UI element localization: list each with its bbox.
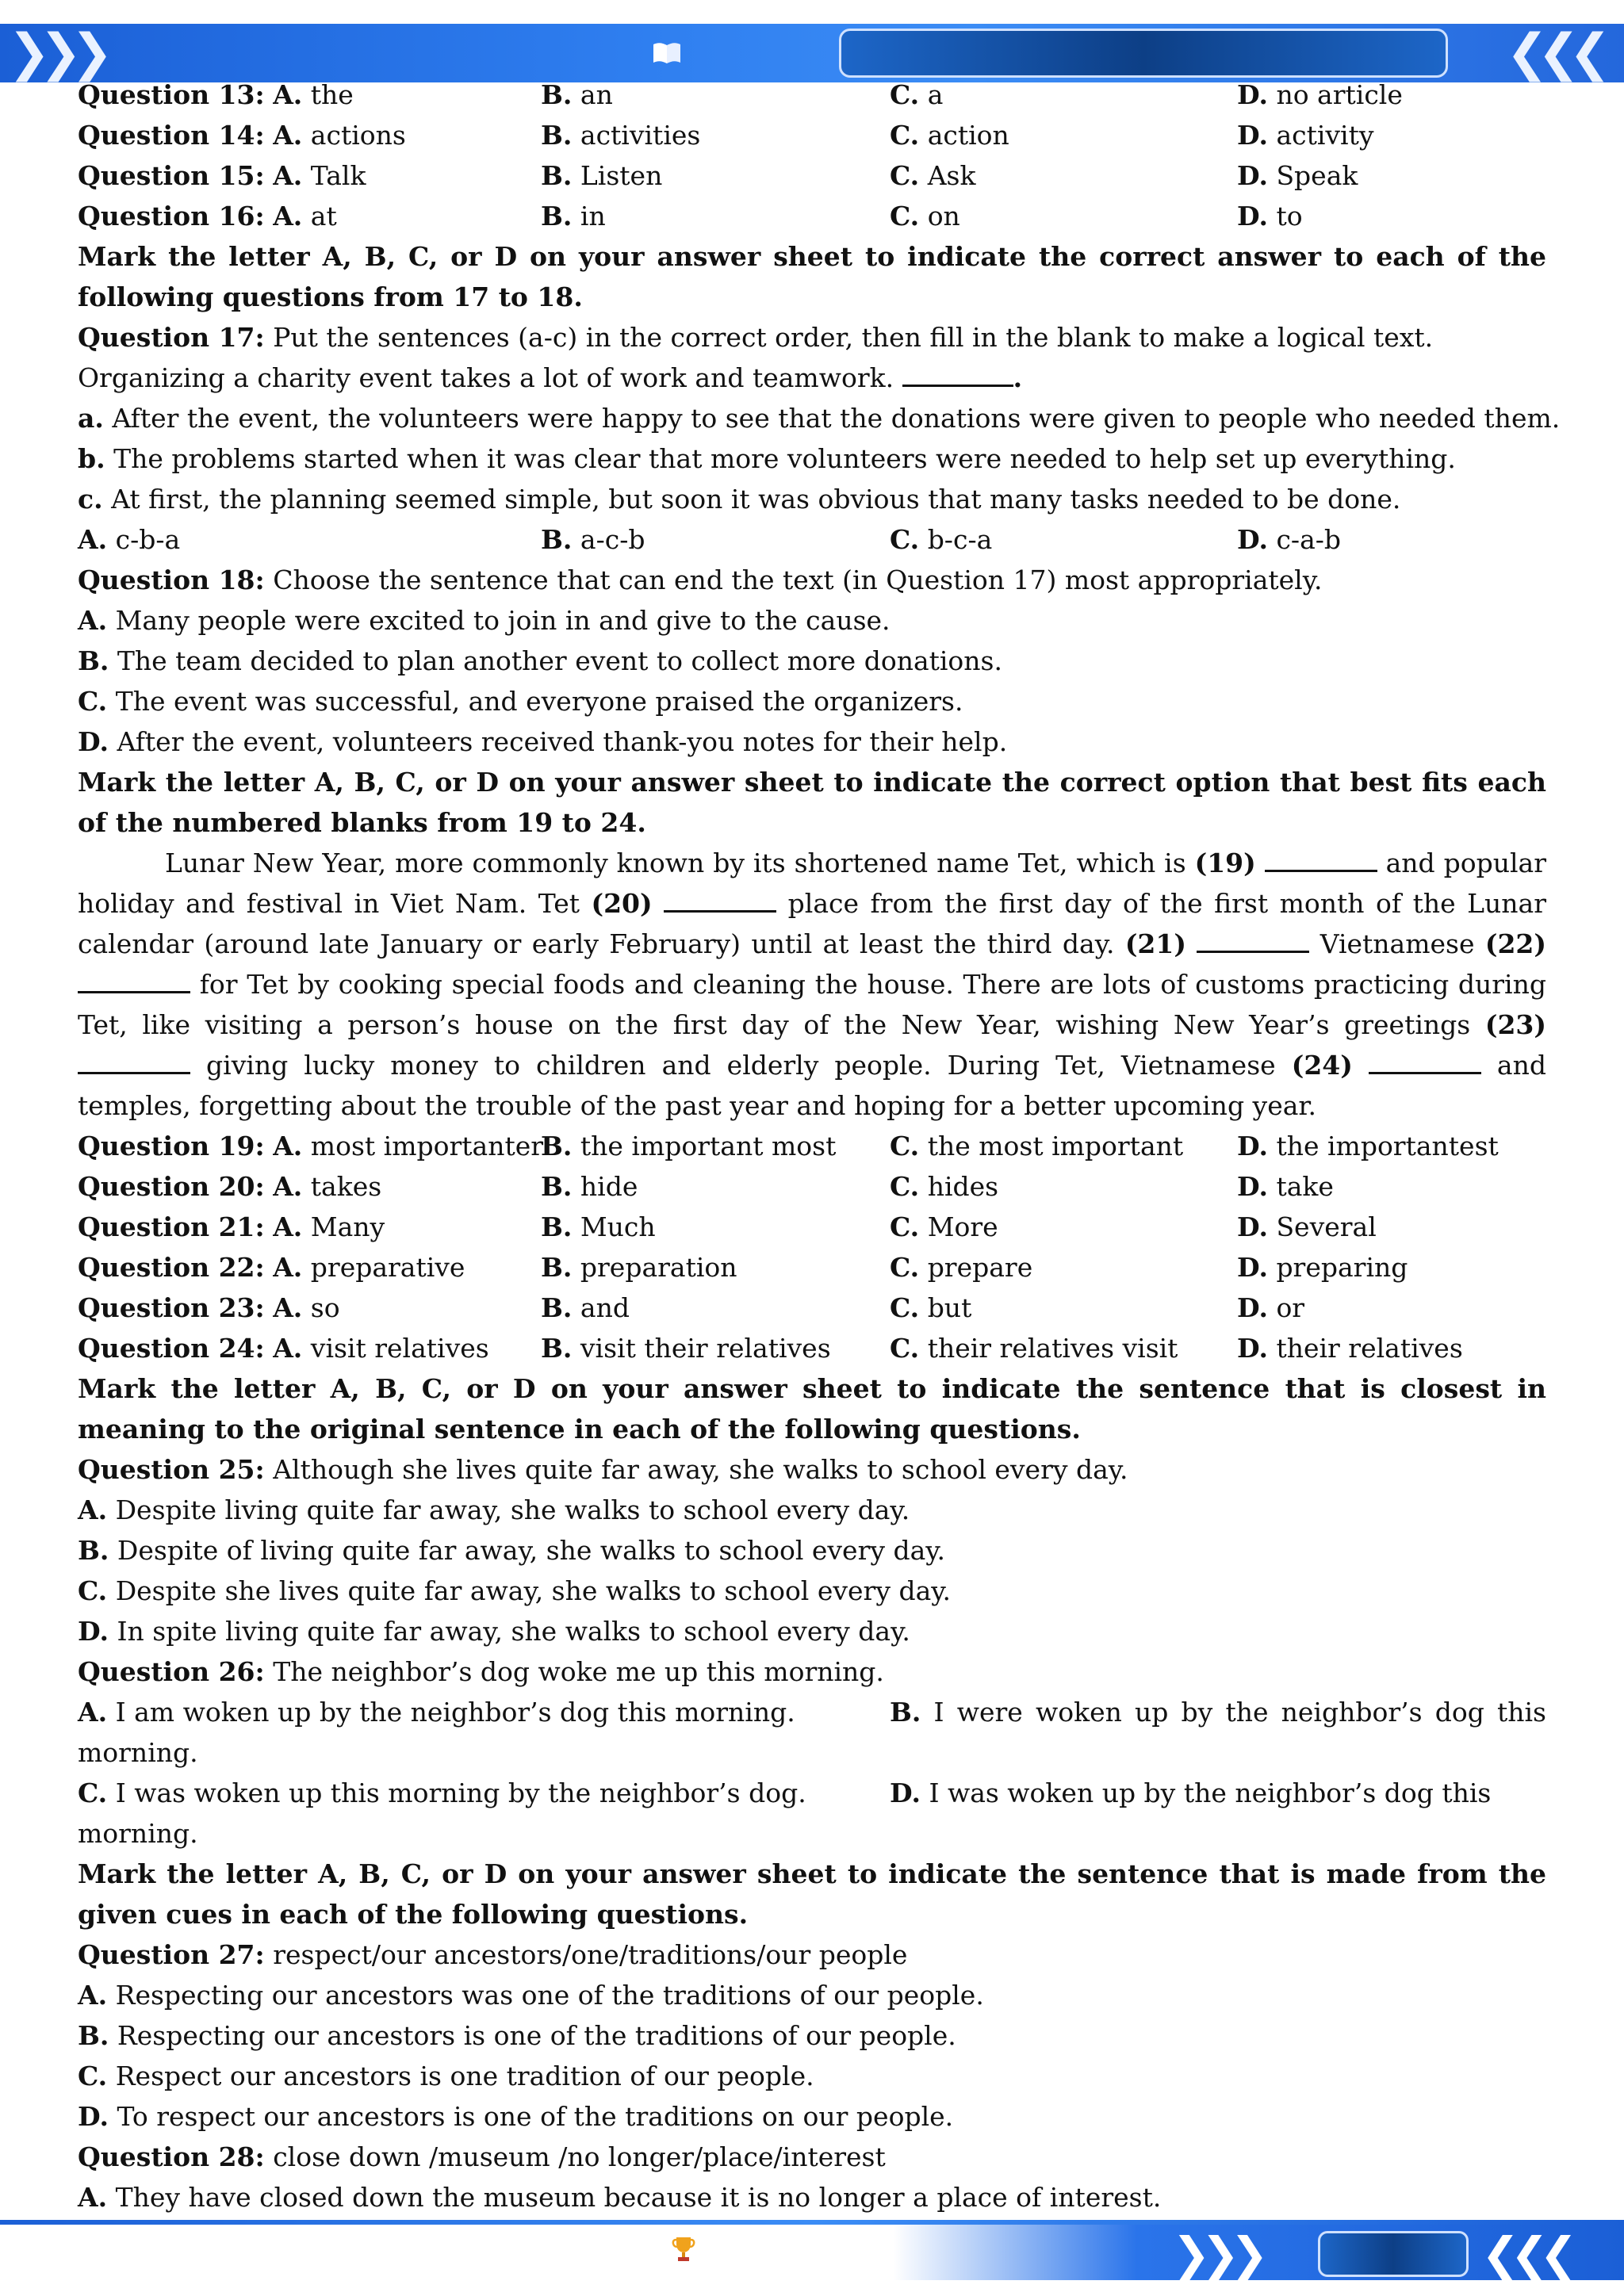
question-20: Question 20: A. takes B. hide C. hides D. take: [78, 1171, 1334, 1202]
blank-23: [78, 1048, 190, 1074]
question-14: Question 14: A. actions B. activities C. action D. activity: [78, 120, 1374, 151]
option-c: C. Respect our ancestors is one tradition of our people.: [78, 2061, 814, 2091]
question-27-prompt: Question 27: respect/our ancestors/one/traditions/our people: [78, 1939, 908, 1970]
question-18-prompt: Question 18: Choose the sentence that can end the text (in Question 17) most appropriately.: [78, 564, 1323, 595]
sentence-c: c. At first, the planning seemed simple, but soon it was obvious that many tasks needed to be done.: [78, 484, 1401, 515]
footer-box: [1318, 2231, 1469, 2277]
question-23: Question 23: A. so B. and C. but D. or: [78, 1292, 1305, 1323]
trophy-icon: [672, 2236, 695, 2263]
option-b: B. The team decided to plan another event to collect more donations.: [78, 645, 1002, 676]
option-a: A. Respecting our ancestors was one of the traditions of our people.: [78, 1980, 984, 2011]
option-d: D. In spite living quite far away, she walks to school every day.: [78, 1616, 910, 1647]
blank-21: [1197, 927, 1309, 953]
footer-line: [0, 2220, 1624, 2225]
question-17-prompt: Question 17: Put the sentences (a-c) in the correct order, then fill in the blank to make a logical text.: [78, 322, 1434, 353]
question-26-b-continued: morning.: [78, 1737, 198, 1768]
option-a: A. Many people were excited to join in and give to the cause.: [78, 605, 891, 636]
question-17-lead: Organizing a charity event takes a lot of work and teamwork. .: [78, 362, 1023, 393]
blank-19: [1265, 846, 1377, 872]
question-28-prompt: Question 28: close down /museum /no longer/place/interest: [78, 2141, 886, 2172]
question-22: Question 22: A. preparative B. preparation C. prepare D. preparing: [78, 1252, 1408, 1283]
question-17-options: A. c-b-a B. a-c-b C. b-c-a D. c-a-b: [78, 524, 1342, 555]
answer-blank: [902, 361, 1013, 387]
cloze-passage: Lunar New Year, more commonly known by its shortened name Tet, which is (19) and popular holiday and festival in Viet Nam. Tet (20) place from the first day of the first month of the Lunar calendar (around late January or early February) until at least the third day. (21) Vietnamese (22) for Tet by cooking special foods and cleaning the house. There are lots of customs practicing during Tet, like visiting a person’s house on the first day of the New Year, wishing New Year’s greetings (23) giving lucky money to children and elderly people. During Tet, Vietnamese (24) and temples, forgetting about the trouble of the past year and hoping for a better upcoming year.: [78, 848, 1547, 1121]
page-header: [0, 24, 1624, 82]
sentence-a: a. After the event, the volunteers were happy to see that the donations were given to people who needed them.: [78, 403, 1561, 434]
instruction-19-24: Mark the letter A, B, C, or D on your answer sheet to indicate the correct option that best fits each of the numbered blanks from 19 to 24.: [78, 767, 1546, 838]
option-c: C. Despite she lives quite far away, she walks to school every day.: [78, 1575, 952, 1606]
chevrons-left-icon: ❮❮❮: [1506, 24, 1600, 82]
question-16: Question 16: A. at B. in C. on D. to: [78, 201, 1303, 232]
question-13: Question 13: A. the B. an C. a D. no article: [78, 79, 1403, 110]
blank-20: [664, 886, 776, 913]
question-15: Question 15: A. Talk B. Listen C. Ask D. Speak: [78, 160, 1358, 191]
question-26-d-continued: morning.: [78, 1818, 198, 1849]
sentence-b: b. The problems started when it was clear that more volunteers were needed to help set up everything.: [78, 443, 1456, 474]
question-26-row-ab: A. I am woken up by the neighbor’s dog this morning. B. I were woken up by the neighbor’s dog this: [78, 1697, 1546, 1728]
chevrons-left-icon: ❮❮❮: [1481, 2227, 1568, 2281]
option-b: B. Respecting our ancestors is one of the traditions of our people.: [78, 2020, 956, 2051]
option-b: B. Despite of living quite far away, she walks to school every day.: [78, 1535, 946, 1566]
question-21: Question 21: A. Many B. Much C. More D. Several: [78, 1211, 1377, 1242]
header-title-box: [839, 29, 1448, 78]
question-label: Question 13:: [78, 79, 265, 110]
question-25-prompt: Question 25: Although she lives quite far away, she walks to school every day.: [78, 1454, 1128, 1485]
question-19: Question 19: A. most importanter B. the important most C. the most important D. the importantest: [78, 1131, 1499, 1161]
question-26-prompt: Question 26: The neighbor’s dog woke me up this morning.: [78, 1656, 884, 1687]
option-d: D. To respect our ancestors is one of the traditions on our people.: [78, 2101, 954, 2132]
instruction-27-28: Mark the letter A, B, C, or D on your answer sheet to indicate the sentence that is made from the given cues in each of the following questions.: [78, 1858, 1546, 1930]
chevrons-right-icon: ❯❯❯: [1172, 2227, 1259, 2281]
blank-22: [78, 967, 190, 993]
worksheet-content: [78, 75, 1561, 2218]
book-icon: [652, 41, 682, 65]
instruction-17-18: Mark the letter A, B, C, or D on your answer sheet to indicate the correct answer to each of the following questions from 17 to 18.: [78, 241, 1546, 312]
option-a: A. They have closed down the museum because it is no longer a place of interest.: [78, 2182, 1162, 2213]
option-c: C. The event was successful, and everyone praised the organizers.: [78, 686, 963, 717]
option-a: A. Despite living quite far away, she walks to school every day.: [78, 1494, 910, 1525]
option-d: D. After the event, volunteers received thank-you notes for their help.: [78, 726, 1008, 757]
chevrons-right-icon: ❯❯❯: [8, 24, 102, 82]
instruction-25-26: Mark the letter A, B, C, or D on your answer sheet to indicate the sentence that is closest in meaning to the original sentence in each of the following questions.: [78, 1373, 1546, 1445]
question-24: Question 24: A. visit relatives B. visit their relatives C. their relatives visit D. their relatives: [78, 1333, 1463, 1364]
blank-24: [1369, 1048, 1481, 1074]
question-26-row-cd: C. I was woken up this morning by the neighbor’s dog. D. I was woken up by the neighbor’s dog this: [78, 1777, 1492, 1808]
